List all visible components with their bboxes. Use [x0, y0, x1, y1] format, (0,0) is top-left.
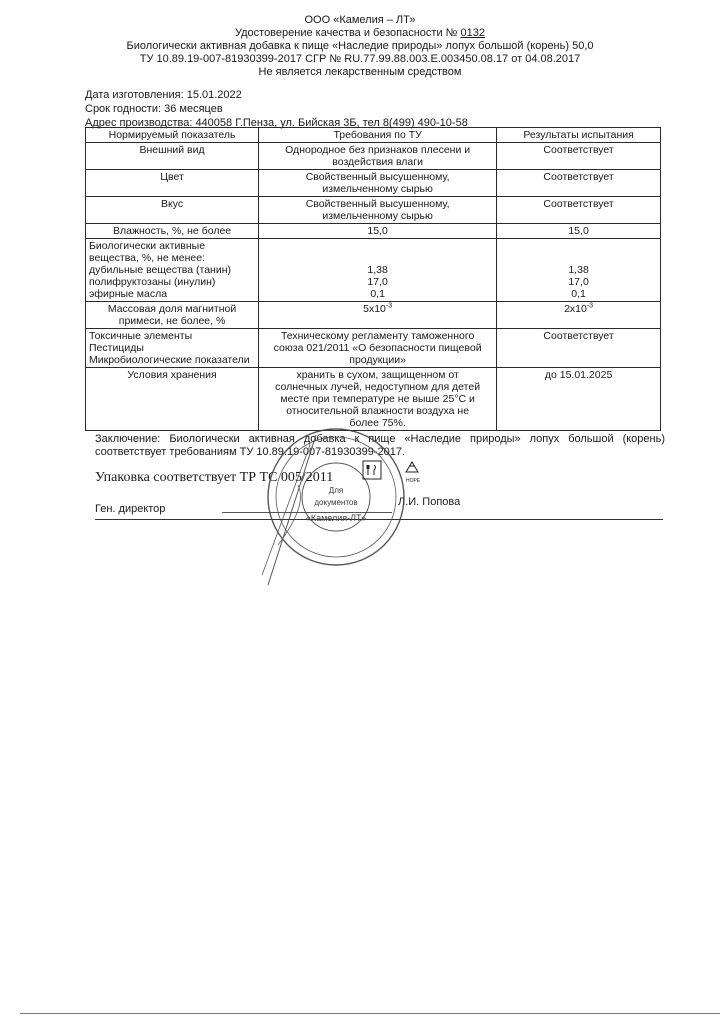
document-header [60, 14, 660, 79]
indicator-cell: Вкус [86, 197, 259, 224]
indicator-cell: Биологически активные вещества, %, не менее: дубильные вещества (танин) полифруктозаны (инулин) эфирные масла [86, 239, 259, 302]
shelf-life: Срок годности: 36 месяцев [85, 103, 223, 115]
stamp-center-bottom: документов [314, 498, 358, 507]
indicator-cell: Влажность, %, не более [86, 224, 259, 239]
packaging-compliance: Упаковка соответствует ТР ТС 005/2011 [95, 470, 334, 485]
table-row [86, 197, 661, 224]
result-cell: Соответствует [497, 329, 661, 368]
company-name: ООО «Камелия – ЛТ» [304, 14, 416, 26]
tu-sgr-line: ТУ 10.89.19-007-81930399-2017 СГР № RU.77.99.88.003.Е.003450.08.17 от 04.08.2017 [139, 53, 581, 65]
product-name: Биологически активная добавка к пище «Наследие природы» лопух большой (корень) 50,0 [126, 40, 594, 52]
table-row [86, 170, 661, 197]
table-row [86, 302, 661, 329]
requirement-cell: Свойственный высушенному, измельченному сырью [259, 170, 497, 197]
result-cell: 15,0 [497, 224, 661, 239]
stamp-middle-ring [276, 437, 396, 557]
table-row [86, 239, 661, 302]
signature-stroke [268, 435, 316, 585]
quality-table [85, 127, 661, 431]
requirement-cell: Свойственный высушенному, измельченному сырью [259, 197, 497, 224]
indicator-cell: Цвет [86, 170, 259, 197]
result-cell: Соответствует [497, 143, 661, 170]
production-meta [85, 88, 468, 130]
stamp-ring-name: «Камелия-ЛТ» [305, 513, 367, 523]
result-cell: до 15.01.2025 [497, 368, 661, 431]
certificate-number: 0132 [460, 27, 486, 39]
page-bottom-edge [20, 1013, 720, 1014]
table-row [86, 143, 661, 170]
table-row [86, 224, 661, 239]
table-row [86, 329, 661, 368]
stamp-center-top: Для [328, 486, 344, 495]
column-header-indicator: Нормируемый показатель [86, 128, 259, 143]
result-cell: 1,38 17,0 0,1 [497, 239, 661, 302]
result-cell: $2x10^{-3}$ [497, 302, 661, 329]
requirement-cell: Однородное без признаков плесени и воздействия влаги [259, 143, 497, 170]
certificate-title: Удостоверение качества и безопасности № 0132 [234, 27, 486, 39]
indicator-cell: Внешний вид [86, 143, 259, 170]
column-header-result: Результаты испытания [497, 128, 661, 143]
column-header-requirement: Требования по ТУ [259, 128, 497, 143]
manufacture-date: Дата изготовления: 15.01.2022 [85, 89, 242, 101]
indicator-cell: Условия хранения [86, 368, 259, 431]
requirement-cell: хранить в сухом, защищенном от солнечных лучей, недоступном для детей месте при температуре не выше 25°С и относительной влажности воздуха не более 75%. [259, 368, 497, 431]
stamp-outer-ring [268, 429, 404, 565]
table-row [86, 368, 661, 431]
result-cell: Соответствует [497, 197, 661, 224]
requirement-cell: 1,38 17,0 0,1 [259, 239, 497, 302]
requirement-cell: 15,0 [259, 224, 497, 239]
director-name: Л.И. Попова [398, 496, 461, 508]
table-header-row [86, 128, 661, 143]
hope-label: HOPE [406, 478, 421, 484]
not-drug-note: Не является лекарственным средством [258, 66, 462, 78]
requirement-cell: Техническому регламенту таможенного союза 021/2011 «О безопасности пищевой продукции» [259, 329, 497, 368]
production-address: Адрес производства: 440058 Г.Пенза, ул. Бийская 3Б, тел 8(499) 490-10-58 [85, 117, 468, 129]
conclusion-text: Заключение: Биологически активная добавка к пище «Наследие природы» лопух большой (корень) соответствует требованиям ТУ 10.89.19-007-81930399-2017. [95, 433, 665, 458]
indicator-cell: Массовая доля магнитной примеси, не более, % [86, 302, 259, 329]
requirement-cell: $5x10^{-3}$ [259, 302, 497, 329]
director-title: Ген. директор [95, 503, 166, 515]
result-cell: Соответствует [497, 170, 661, 197]
company-stamp [248, 425, 418, 595]
indicator-cell: Токсичные элементы Пестициды Микробиологические показатели [86, 329, 259, 368]
